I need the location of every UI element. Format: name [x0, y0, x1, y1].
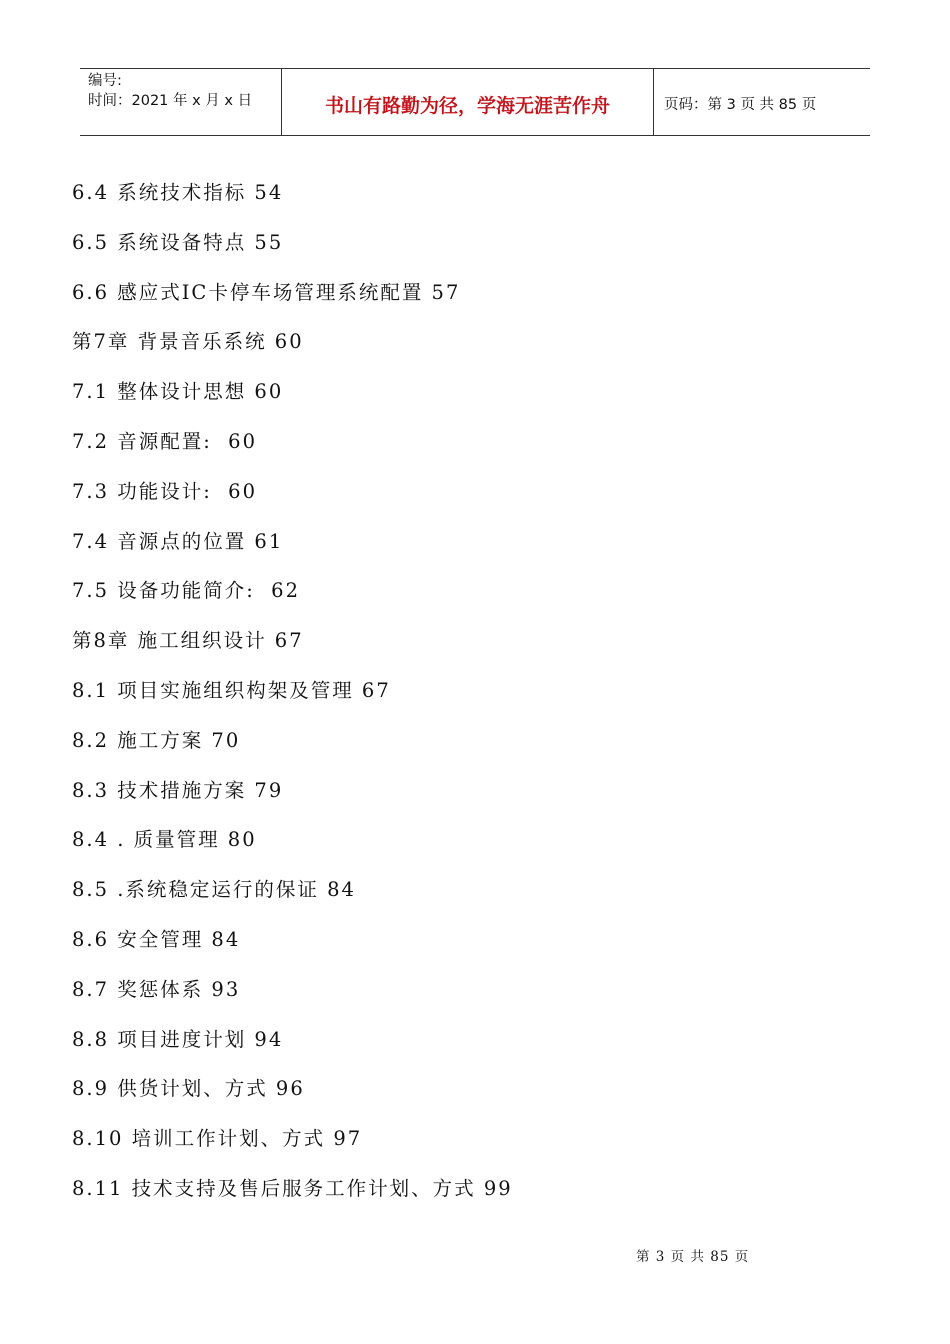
- table-of-contents: [72, 176, 513, 1222]
- header-motto: 书山有路勤为径，学海无涯苦作舟: [282, 69, 654, 135]
- toc-entry[interactable]: 7.1 整体设计思想 60: [72, 380, 284, 404]
- page-header: [80, 68, 870, 136]
- toc-entry[interactable]: 6.4 系统技术指标 54: [72, 181, 284, 204]
- document-number-label: 编号:: [88, 73, 122, 89]
- toc-entry[interactable]: 7.2 音源配置: 60: [72, 429, 257, 453]
- toc-entry[interactable]: 6.5 系统设备特点 55: [72, 230, 284, 254]
- toc-entry[interactable]: 8.6 安全管理 84: [72, 927, 241, 951]
- header-page-info: 页码：第 3 页 共 85 页: [664, 96, 817, 113]
- toc-entry[interactable]: 8.8 项目进度计划 94: [72, 1027, 284, 1051]
- toc-entry[interactable]: 7.3 功能设计: 60: [72, 479, 257, 503]
- header-meta: [80, 69, 282, 135]
- toc-entry[interactable]: 8.7 奖惩体系 93: [72, 977, 241, 1001]
- toc-entry[interactable]: 7.4 音源点的位置 61: [72, 529, 284, 553]
- toc-entry[interactable]: 8.1 项目实施组织构架及管理 67: [72, 678, 391, 702]
- toc-entry[interactable]: 8.10 培训工作计划、方式 97: [72, 1127, 363, 1151]
- toc-entry[interactable]: 7.5 设备功能简介: 62: [72, 579, 300, 603]
- toc-entry[interactable]: 8.5 .系统稳定运行的保证 84: [72, 878, 356, 902]
- toc-entry[interactable]: 第8章 施工组织设计 67: [72, 629, 304, 653]
- toc-entry[interactable]: 8.9 供货计划、方式 96: [72, 1077, 305, 1101]
- toc-entry[interactable]: 8.4 . 质量管理 80: [72, 828, 257, 852]
- document-time-label: 时间：2021 年 x 月 x 日: [88, 93, 253, 109]
- toc-entry[interactable]: 8.2 施工方案 70: [72, 728, 241, 752]
- toc-entry[interactable]: 8.3 技术措施方案 79: [72, 778, 284, 802]
- toc-entry[interactable]: 8.11 技术支持及售后服务工作计划、方式 99: [72, 1176, 513, 1200]
- page-footer: 第 3 页 共 85 页: [636, 1249, 750, 1265]
- toc-entry[interactable]: 6.6 感应式IC卡停车场管理系统配置 57: [72, 280, 461, 304]
- toc-entry[interactable]: 第7章 背景音乐系统 60: [72, 330, 304, 354]
